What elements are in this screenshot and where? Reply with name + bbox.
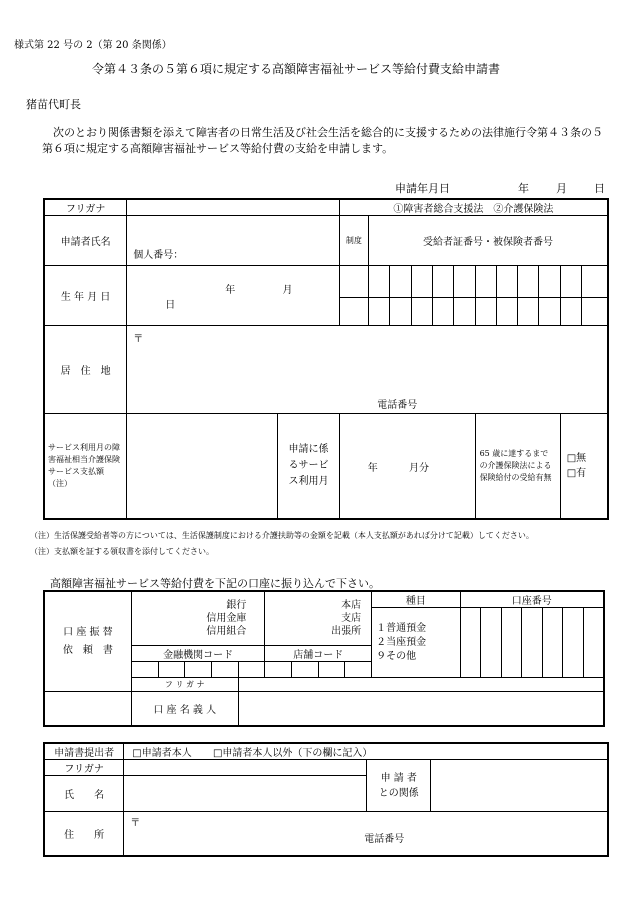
bank-intro: 高額障害福祉サービス等給付費を下記の口座に振り込んで下さい。 xyxy=(50,577,380,590)
bank-code-label: 金融機関コード xyxy=(131,646,265,662)
submitter-phone-label: 電話番号 xyxy=(364,834,405,845)
cert-digit[interactable] xyxy=(411,266,432,298)
account-digit[interactable] xyxy=(460,608,481,678)
cert-digit[interactable] xyxy=(496,266,517,298)
cert-digit[interactable] xyxy=(539,266,560,298)
relation-field[interactable] xyxy=(431,760,608,812)
applicant-name-label: 申請者氏名 xyxy=(44,216,127,266)
birth-day: 日 xyxy=(165,299,176,311)
cert-digit[interactable] xyxy=(496,298,517,326)
service-fee-row xyxy=(127,414,340,520)
service-month-label: 申請に係るサービス利用月 xyxy=(288,444,329,487)
birth-year: 年 xyxy=(225,284,236,296)
form-number: 様式第 22 号の 2（第 20 条関係） xyxy=(14,40,172,51)
cert-digit[interactable] xyxy=(582,266,608,298)
intro-paragraph xyxy=(42,125,612,157)
bank-table xyxy=(43,590,605,727)
service-month-unit: 月分 xyxy=(408,462,429,474)
account-digit[interactable] xyxy=(501,608,522,678)
cert-digit[interactable] xyxy=(411,298,432,326)
self-checkbox[interactable]: □申請者本人 xyxy=(132,748,192,759)
cert-digit[interactable] xyxy=(369,298,390,326)
bank-blank-cell xyxy=(44,692,131,726)
account-digit[interactable] xyxy=(563,608,584,678)
submitter-address-field[interactable] xyxy=(124,812,608,856)
yes-checkbox[interactable]: □有 xyxy=(566,468,587,479)
submitter-address-label: 住 所 xyxy=(44,812,124,856)
bank-code-digit[interactable] xyxy=(238,662,265,678)
bank-code-digit[interactable] xyxy=(158,662,185,678)
cert-digit[interactable] xyxy=(390,266,411,298)
applicant-table xyxy=(43,198,609,520)
cert-digit[interactable] xyxy=(518,266,539,298)
age65-label: 65 歳に達するまでの介護保険法による保険給付の受給有無 xyxy=(475,414,560,520)
cert-digit[interactable] xyxy=(369,266,390,298)
account-holder-label: 口 座 名 義 人 xyxy=(131,692,238,726)
submitter-furigana-field[interactable] xyxy=(124,760,367,776)
age65-options xyxy=(560,414,608,520)
transfer-request-label: 口 座 振 替 依 頼 書 xyxy=(44,591,131,692)
service-year: 年 xyxy=(367,462,378,474)
account-holder-field[interactable] xyxy=(238,692,604,726)
service-month-field[interactable] xyxy=(339,414,475,520)
account-number-label: 口座番号 xyxy=(460,591,604,608)
addressee: 猪苗代町長 xyxy=(26,98,81,111)
note-1: （注）生活保護受給者等の方については、生活保護制度における介護扶助等の金額を記載（本人支払額があれば分けて記載）してください。 xyxy=(30,531,534,540)
bank-code-digit[interactable] xyxy=(211,662,238,678)
branch-code-digit[interactable] xyxy=(318,662,345,678)
date-year: 年 xyxy=(518,182,529,195)
birth-date-label: 生 年 月 日 xyxy=(44,266,127,326)
other-checkbox[interactable]: □申請者本人以外（下の欄に記入） xyxy=(212,748,373,759)
holder-furigana-label: フ リ ガ ナ xyxy=(131,678,238,692)
submitter-table xyxy=(43,742,609,857)
bank-code-digit[interactable] xyxy=(131,662,158,678)
branch-code-label: 店舗コード xyxy=(265,646,372,662)
page-title: 令第４３条の５第６項に規定する高額障害福祉サービス等給付費支給申請書 xyxy=(92,62,501,76)
branch-code-digit[interactable] xyxy=(265,662,292,678)
cert-digit[interactable] xyxy=(432,298,453,326)
bank-code-digit[interactable] xyxy=(185,662,212,678)
submitter-name-field[interactable] xyxy=(124,776,367,812)
cert-digit[interactable] xyxy=(539,298,560,326)
phone-label: 電話番号 xyxy=(377,400,418,411)
cert-digit[interactable] xyxy=(560,266,581,298)
postal-mark: 〒 xyxy=(133,334,144,345)
branch-code-digit[interactable] xyxy=(345,662,372,678)
branch-type-field[interactable]: 本店 支店 出張所 xyxy=(265,591,372,646)
birth-date-field[interactable] xyxy=(127,266,340,326)
system-label: 制度 xyxy=(339,216,368,266)
cert-digit[interactable] xyxy=(454,298,475,326)
submitter-options xyxy=(124,743,608,760)
service-fee-field[interactable] xyxy=(127,414,278,518)
account-digit[interactable] xyxy=(481,608,502,678)
cert-digit[interactable] xyxy=(518,298,539,326)
service-fee-label: サービス利用月の障害福祉相当介護保険サービス支払額（注） xyxy=(44,414,127,520)
date-day: 日 xyxy=(594,182,605,195)
branch-code-digit[interactable] xyxy=(292,662,319,678)
application-date-label: 申請年月日 xyxy=(395,182,450,195)
submitter-furigana-label: フリガナ xyxy=(44,760,124,776)
cert-digit[interactable] xyxy=(475,298,496,326)
birth-month: 月 xyxy=(282,284,293,296)
date-month: 月 xyxy=(556,182,567,195)
system-cell[interactable] xyxy=(339,266,368,298)
furigana-label: フリガナ xyxy=(44,199,127,216)
account-type-label: 種目 xyxy=(372,591,460,608)
account-digit[interactable] xyxy=(583,608,604,678)
cert-digit[interactable] xyxy=(454,266,475,298)
cert-digit[interactable] xyxy=(560,298,581,326)
personal-number-label: 個人番号： xyxy=(133,250,184,261)
cert-digit[interactable] xyxy=(432,266,453,298)
applicant-name-field[interactable] xyxy=(127,216,340,266)
account-digit[interactable] xyxy=(542,608,563,678)
intro-text: 次のとおり関係書類を添えて障害者の日常生活及び社会生活を総合的に支援するための法律施行令第４３条の５第６項に規定する高額障害福祉サービス等給付費の支給を申請します。 xyxy=(42,126,603,155)
address-field[interactable] xyxy=(127,326,608,414)
furigana-field[interactable] xyxy=(127,199,340,216)
submitter-name-label: 氏 名 xyxy=(44,776,124,812)
note-2: （注）支払額を証する領収書を添付してください。 xyxy=(30,547,214,556)
none-checkbox[interactable]: □無 xyxy=(566,453,587,464)
cert-digit[interactable] xyxy=(582,298,608,326)
cert-number-label: 受給者証番号・被保険者番号 xyxy=(369,216,608,266)
cert-digit[interactable] xyxy=(475,266,496,298)
account-digit[interactable] xyxy=(522,608,543,678)
submitter-postal-mark: 〒 xyxy=(130,818,141,829)
law-options: ①障害者総合支援法 ②介護保険法 xyxy=(339,199,608,216)
holder-furigana-field[interactable] xyxy=(238,678,604,692)
cert-digit[interactable] xyxy=(390,298,411,326)
system-cell[interactable] xyxy=(339,298,368,326)
bank-type-field[interactable]: 銀行 信用金庫 信用組合 xyxy=(131,591,265,646)
relation-label: 申 請 者 との関係 xyxy=(367,760,431,812)
address-label: 居 住 地 xyxy=(44,326,127,414)
account-type-options[interactable]: １普通預金 ２当座預金 ９その他 xyxy=(372,608,460,678)
submitter-label: 申請書提出者 xyxy=(44,743,124,760)
